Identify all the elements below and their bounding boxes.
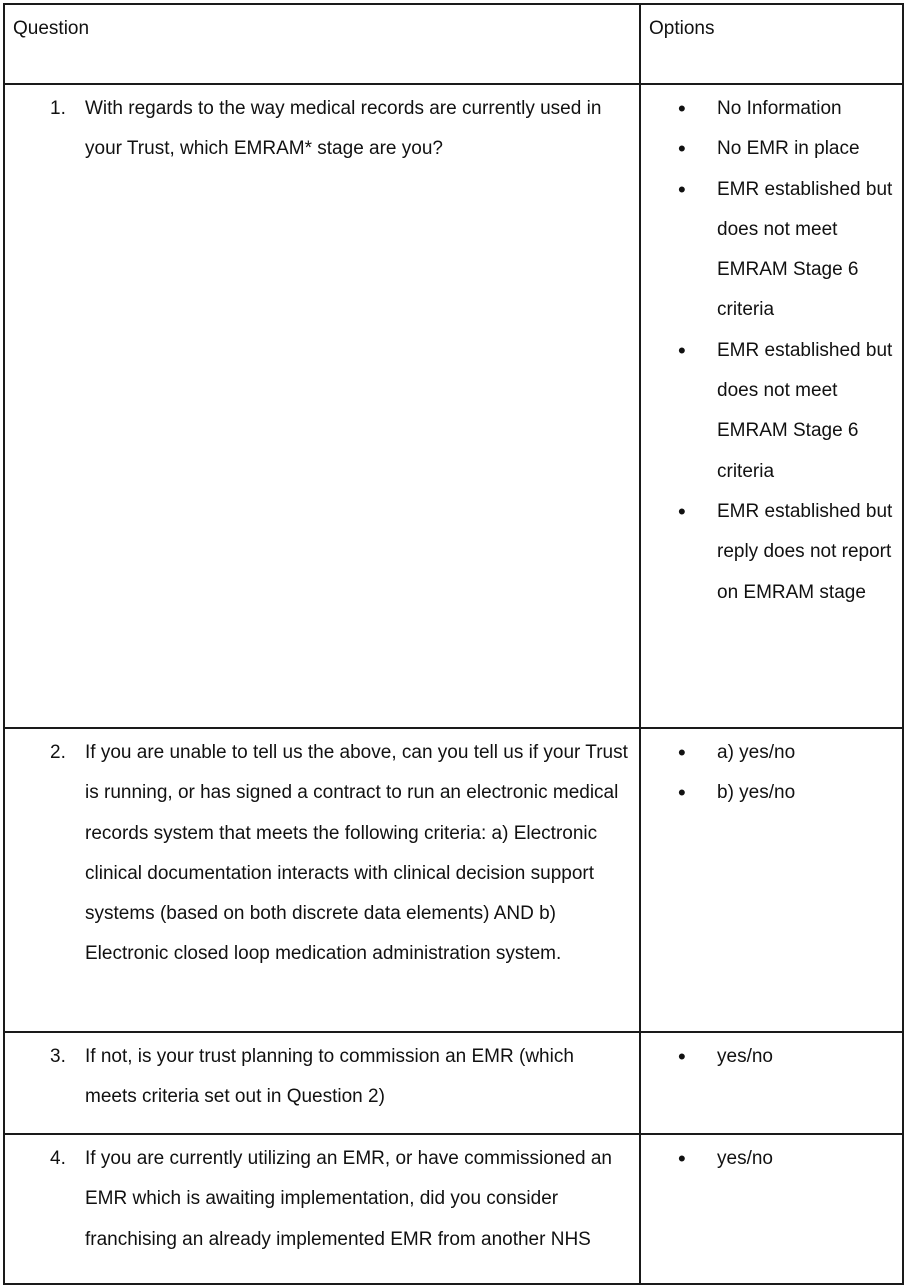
question-header: Question [13,18,90,39]
question-text: With regards to the way medical records are currently used in your Trust, which EMRAM* stage are you? [85,98,602,160]
question-text: If you are currently utilizing an EMR, or have commissioned an EMR which is awaiting implementation, did you consider franchising an already implemented EMR from another NHS [85,1148,612,1250]
table-row [4,84,903,728]
list-item [641,733,896,773]
table-row [4,728,903,1032]
options-cell [640,84,903,728]
bullet-icon: • [678,1044,686,1069]
option-text: yes/no [717,1046,773,1067]
bullet-icon: • [678,740,686,765]
options-list [641,729,902,814]
options-cell [640,728,903,1032]
options-list [641,85,902,613]
header-row [4,4,903,84]
list-item [641,492,896,613]
question-cell [4,1134,640,1284]
survey-table [3,3,904,1285]
question-cell [4,1032,640,1134]
option-text: yes/no [717,1148,773,1169]
list-item [641,773,896,813]
option-text: EMR established but does not meet EMRAM Stage 6 criteria [717,178,893,321]
option-text: a) yes/no [717,742,796,763]
options-cell [640,1134,903,1284]
options-header-cell [640,4,903,84]
table-row [4,1032,903,1134]
list-item [641,170,896,331]
bullet-icon: • [678,1146,686,1171]
list-item [641,331,896,492]
table-row [4,1134,903,1284]
option-text: No EMR in place [717,138,860,160]
options-list [641,1135,902,1179]
list-item [641,129,896,169]
option-text: No Information [717,98,842,119]
question-cell [4,728,640,1032]
question-number: 2. [50,742,66,763]
option-text: EMR established but does not meet EMRAM Stage 6 criteria [717,339,893,482]
question-number: 4. [50,1148,66,1169]
options-cell [640,1032,903,1134]
question-text: If you are unable to tell us the above, can you tell us if your Trust is running, or has signed a contract to run an electronic medical records system that meets the following criteria: a) Electronic clinical documentation interacts with clinical decision support systems (based on both discrete data elements) AND b) Electronic closed loop medication administration system. [85,742,628,965]
option-text: b) yes/no [717,782,796,804]
bullet-icon: • [678,337,686,363]
options-header: Options [649,18,715,39]
option-text: EMR established but reply does not report on EMRAM stage [717,500,893,603]
list-item [641,1037,896,1077]
bullet-icon: • [678,498,686,524]
options-list [641,1033,902,1077]
question-header-cell [4,4,640,84]
question-number: 1. [50,98,66,119]
bullet-icon: • [678,780,686,806]
question-cell [4,84,640,728]
list-item [641,1139,896,1179]
question-text: If not, is your trust planning to commission an EMR (which meets criteria set out in Question 2) [85,1046,574,1108]
bullet-icon: • [678,136,686,162]
bullet-icon: • [678,176,686,202]
question-number: 3. [50,1046,66,1067]
list-item [641,89,896,129]
bullet-icon: • [678,96,686,121]
